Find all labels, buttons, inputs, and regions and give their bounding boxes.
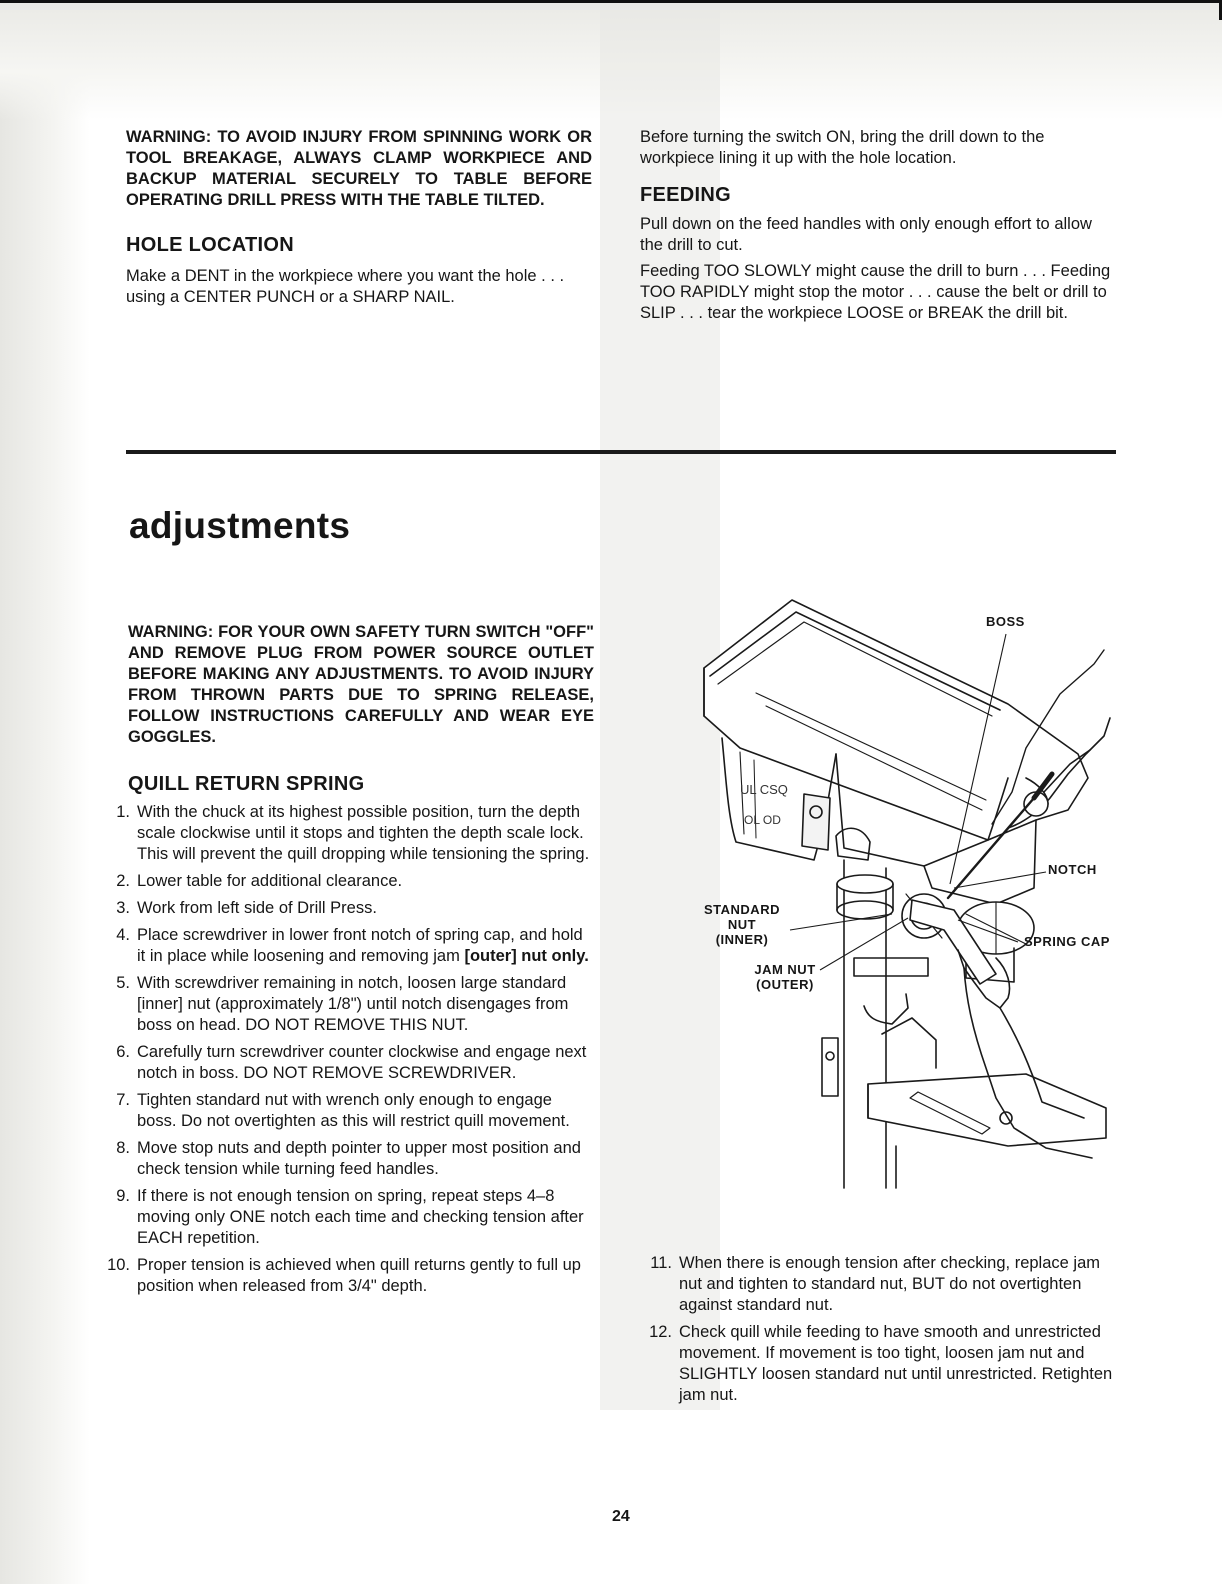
standard-nut-label: STANDARD NUT (INNER) xyxy=(704,902,780,947)
outer-nut-emphasis: [outer] nut only. xyxy=(464,947,589,965)
adjustments-left-column xyxy=(107,622,594,1303)
step-item: 8. Move stop nuts and depth pointer to upper most position and check tension while turning feed handles. xyxy=(116,1139,581,1178)
step-item: 11. When there is enough tension after checking, replace jam nut and tighten to standard nut, BUT do not overtighten against standard nut. xyxy=(650,1254,1100,1314)
page-number: 24 xyxy=(612,1508,630,1525)
tilted-table-warning: WARNING: TO AVOID INJURY FROM SPINNING WORK OR TOOL BREAKAGE, ALWAYS CLAMP WORKPIECE AND BACKUP MATERIAL SECURELY TO TABLE BEFORE OPERATING DRILL PRESS WITH THE TABLE TILTED. xyxy=(126,128,592,209)
scan-top-edge xyxy=(0,0,1222,3)
jam-nut-label: JAM NUT (OUTER) xyxy=(754,962,816,992)
feeding-text-2: Feeding TOO SLOWLY might cause the drill to burn . . . Feeding TOO RAPIDLY might stop the motor . . . cause the belt or drill to SLIP . . . tear the workpiece LOOSE or BREAK the drill bit. xyxy=(640,262,1111,322)
boss-label: BOSS xyxy=(986,614,1025,629)
step-item: 3. Work from left side of Drill Press. xyxy=(116,899,377,917)
feeding-heading: FEEDING xyxy=(640,184,731,206)
feeding-text-1: Pull down on the feed handles with only enough effort to allow the drill to cut. xyxy=(640,215,1092,254)
section-divider xyxy=(126,450,1116,454)
hole-location-text: Make a DENT in the workpiece where you want the hole . . . using a CENTER PUNCH or a SHARP NAIL. xyxy=(126,267,565,306)
svg-text:UL CSQ: UL CSQ xyxy=(740,782,788,797)
step-item: 6. Carefully turn screwdriver counter clockwise and engage next notch in boss. DO NOT REMOVE SCREWDRIVER. xyxy=(116,1043,587,1082)
steps-list-continued xyxy=(636,1253,1116,1406)
quill-return-spring-heading: QUILL RETURN SPRING xyxy=(128,773,365,795)
safety-warning: WARNING: FOR YOUR OWN SAFETY TURN SWITCH "OFF" AND REMOVE PLUG FROM POWER SOURCE OUTLET BEFORE MAKING ANY ADJUSTMENTS. TO AVOID INJURY FROM THROWN PARTS DUE TO SPRING RELEASE, FOLLOW INSTRUCTIONS CAREFULLY AND WEAR EYE GOGGLES. xyxy=(128,623,594,746)
top-right-column xyxy=(640,127,1116,324)
hole-location-heading: HOLE LOCATION xyxy=(126,234,294,256)
step-item: 4. Place screwdriver in lower front notch of spring cap, and hold it in place while loosening and removing jam [outer] nut only. xyxy=(116,926,589,965)
scan-shading-left xyxy=(0,0,90,1584)
adjustments-title: adjustments xyxy=(129,505,351,546)
spring-cap-label: SPRING CAP xyxy=(1024,934,1110,949)
step-item: 7. Tighten standard nut with wrench only enough to engage boss. Do not overtighten as this will restrict quill movement. xyxy=(116,1091,570,1130)
svg-text:OL OD: OL OD xyxy=(744,813,781,827)
step-item: 5. With screwdriver remaining in notch, loosen large standard [inner] nut (approximately 1/8") until notch disengages from boss on head. DO NOT REMOVE THIS NUT. xyxy=(116,974,569,1034)
drill-press-figure xyxy=(696,598,1146,1198)
adjustments-right-column xyxy=(640,1253,1116,1412)
step-item: 1. With the chuck at its highest possible position, turn the depth scale clockwise until it stops and tighten the depth scale lock. This will prevent the quill dropping while tensioning the spring. xyxy=(116,803,590,863)
steps-list xyxy=(94,802,594,1297)
step-item: 9. If there is not enough tension on spring, repeat steps 4–8 moving only ONE notch each time and checking tension after EACH repetition. xyxy=(116,1187,584,1247)
notch-label: NOTCH xyxy=(1048,862,1097,877)
before-switch-on-text: Before turning the switch ON, bring the drill down to the workpiece lining it up with the hole location. xyxy=(640,128,1045,167)
step-item: 2. Lower table for additional clearance. xyxy=(116,872,403,890)
drill-press-illustration xyxy=(696,598,1146,1198)
top-left-column xyxy=(126,127,592,308)
step-item: 10. Proper tension is achieved when quill returns gently to full up position when released from 3/4" depth. xyxy=(107,1256,581,1295)
step-item: 12. Check quill while feeding to have smooth and unrestricted movement. If movement is too tight, loosen jam nut and SLIGHTLY loosen standard nut until unrestricted. Retighten jam nut. xyxy=(649,1323,1113,1404)
